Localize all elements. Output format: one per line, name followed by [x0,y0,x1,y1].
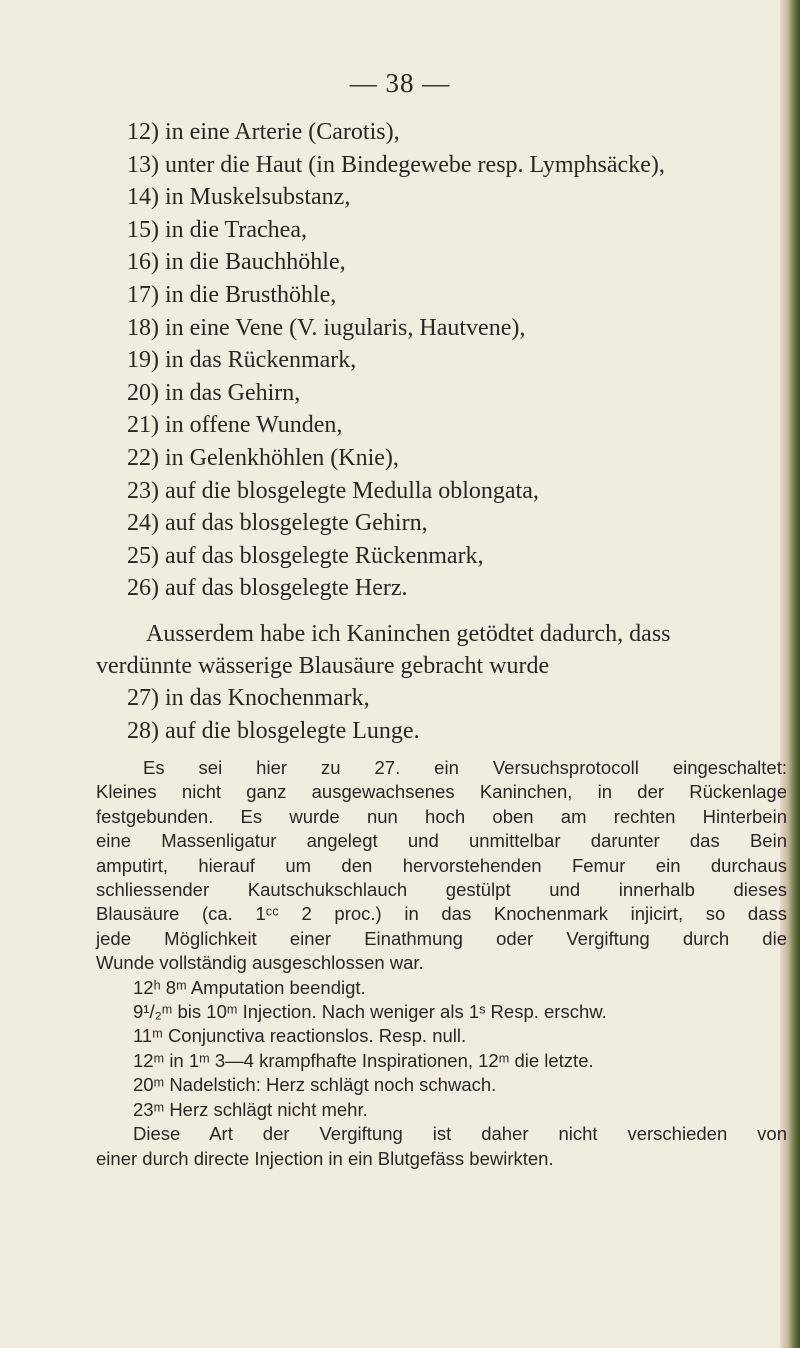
protocol-line: festgebunden. Es wurde nun hoch oben am rechten Hinterbein [96,805,787,827]
page-number: — 38 — [349,68,451,98]
timeline-entry: 12ᵐ in 1ᵐ 3—4 krampfhafte Inspirationen, 12ᵐ die letzte. [133,1049,594,1071]
list-item: 28) auf die blosgelegte Lunge. [127,717,420,744]
list-item: 25) auf das blosgelegte Rückenmark, [127,542,484,569]
injection-site-list [127,116,787,605]
list-item: 14) in Muskelsubstanz, [127,184,351,211]
timeline-entry: 11ᵐ Conjunctiva reactionslos. Resp. null. [133,1025,467,1047]
list-item: 12) in eine Arterie (Carotis), [127,119,400,145]
protocol-line: Wunde vollständig ausgeschlossen war. [96,952,424,974]
list-item: 16) in die Bauchhöhle, [127,249,346,276]
protocol-line: schliessender Kautschukschlauch gestülpt und innerhalb dieses [96,879,787,901]
list-item: 20) in das Gehirn, [127,379,301,406]
paragraph-line: Ausserdem habe ich Kaninchen getödtet dadurch, dass [146,621,671,647]
list-item: 18) in eine Vene (V. iugularis, Hautvene), [127,314,526,341]
protocol-line: Kleines nicht ganz ausgewachsenes Kaninchen, in der Rückenlage [96,781,787,803]
experiment-protocol [96,756,787,1171]
list-item: 22) in Gelenkhöhlen (Knie), [127,444,399,471]
list-item: 15) in die Trachea, [127,216,307,243]
timeline-entry: 20ᵐ Nadelstich: Herz schlägt noch schwach. [133,1074,497,1096]
timeline-entry: 12ʰ 8ᵐ Amputation beendigt. [133,976,366,998]
closing-line: Diese Art der Vergiftung ist daher nicht verschieden von [133,1123,787,1145]
list-item: 13) unter die Haut (in Bindegewebe resp. Lymphsäcke), [127,151,665,178]
protocol-line: Blausäure (ca. 1ᶜᶜ 2 proc.) in das Knochenmark injicirt, so dass [96,903,787,925]
timeline-entry: 9¹/₂ᵐ bis 10ᵐ Injection. Nach weniger als 1ˢ Resp. erschw. [133,1001,607,1023]
protocol-line: Es sei hier zu 27. ein Versuchsprotocoll eingeschaltet: [143,757,787,778]
timeline-entry: 23ᵐ Herz schlägt nicht mehr. [133,1098,368,1120]
protocol-line: amputirt, hierauf um den hervorstehenden Femur ein durchaus [96,854,787,876]
list-item: 23) auf die blosgelegte Medulla oblongata, [127,477,539,504]
paragraph-line: verdünnte wässerige Blausäure gebracht wurde [96,653,550,679]
list-item: 19) in das Rückenmark, [127,347,357,374]
list-item: 17) in die Brusthöhle, [127,281,337,308]
list-item: 27) in das Knochenmark, [127,685,370,711]
closing-line: einer durch directe Injection in ein Blutgefäss bewirkten. [96,1147,554,1169]
list-item: 21) in offene Wunden, [127,412,343,439]
list-item: 26) auf das blosgelegte Herz. [127,575,408,602]
protocol-line: eine Massenligatur angelegt und unmittelbar darunter das Bein [96,830,787,852]
protocol-line: jede Möglichkeit einer Einathmung oder Vergiftung durch die [96,927,787,949]
injection-site-list-continued [127,682,420,747]
list-item: 24) auf das blosgelegte Gehirn, [127,510,428,537]
paragraph-ausserdem [96,618,796,682]
